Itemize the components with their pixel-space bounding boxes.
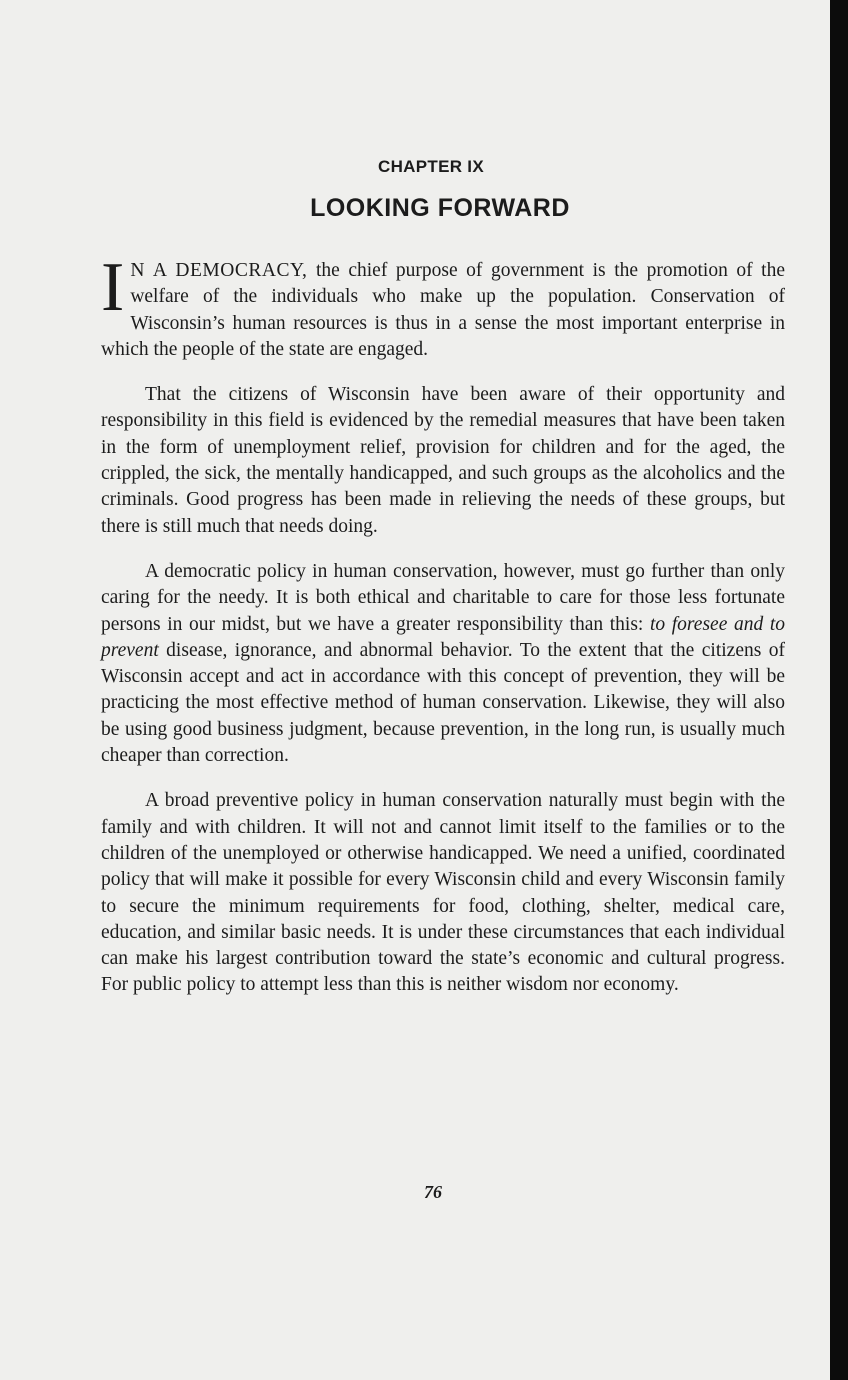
body-text: [101, 249, 786, 1018]
paragraph-3: [101, 559, 785, 769]
paragraph-1-text: the chief purpose of government is the promotion of the welfare of the individuals who make up the population. Conservation of Wisconsin’s human resources is thus in a sense the most important enterprise in which the people of the state are engaged.: [101, 260, 785, 360]
paragraph-2: That the citizens of Wisconsin have been aware of their opportunity and responsibility in this field is evidenced by the remedial measures that have been taken in the form of unemployment relief, provision for children and for the aged, the crippled, the sick, the mentally handicapped, and such groups as the alcoholics and the criminals. Good progress has been made in relieving the needs of these groups, but there is still much that needs doing.: [101, 384, 785, 537]
paragraph-1: [101, 249, 785, 363]
chapter-title: LOOKING FORWARD: [310, 194, 570, 222]
paragraph-3-emphasis: to foresee and to prevent: [101, 613, 786, 661]
page-number: 76: [424, 1182, 442, 1202]
paragraph-1-lead: N A DEMOCRACY,: [130, 260, 308, 281]
paragraph-3-before: A democratic policy in human conservation, however, must go further than only caring for the needy. It is both ethical and charitable to care for those less fortunate persons in our midst, but we have a greater responsibility than this:: [101, 560, 785, 635]
paragraph-3-after: disease, ignorance, and abnormal behavior. To the extent that the citizens of Wisconsin accept and act in accordance with this concept of prevention, they will be practicing the most effective method of human conservation. Likewise, they will also be using good business judgment, because prevention, in the long run, is usually much cheaper than correction.: [101, 639, 785, 767]
drop-cap: I: [101, 249, 125, 326]
paragraph-4: A broad preventive policy in human conservation naturally must begin with the family and with children. It will not and cannot limit itself to the families or to the children of the unemployed or otherwise handicapped. We need a unified, coordinated policy that will make it possible for every Wisconsin child and every Wisconsin family to secure the minimum requirements for food, clothing, shelter, medical care, education, and similar basic needs. It is under these circumstances that each individual can make his largest contribution toward the state’s economic and cultural progress. For public policy to attempt less than this is neither wisdom nor economy.: [101, 790, 785, 996]
chapter-label: CHAPTER IX: [378, 157, 484, 176]
